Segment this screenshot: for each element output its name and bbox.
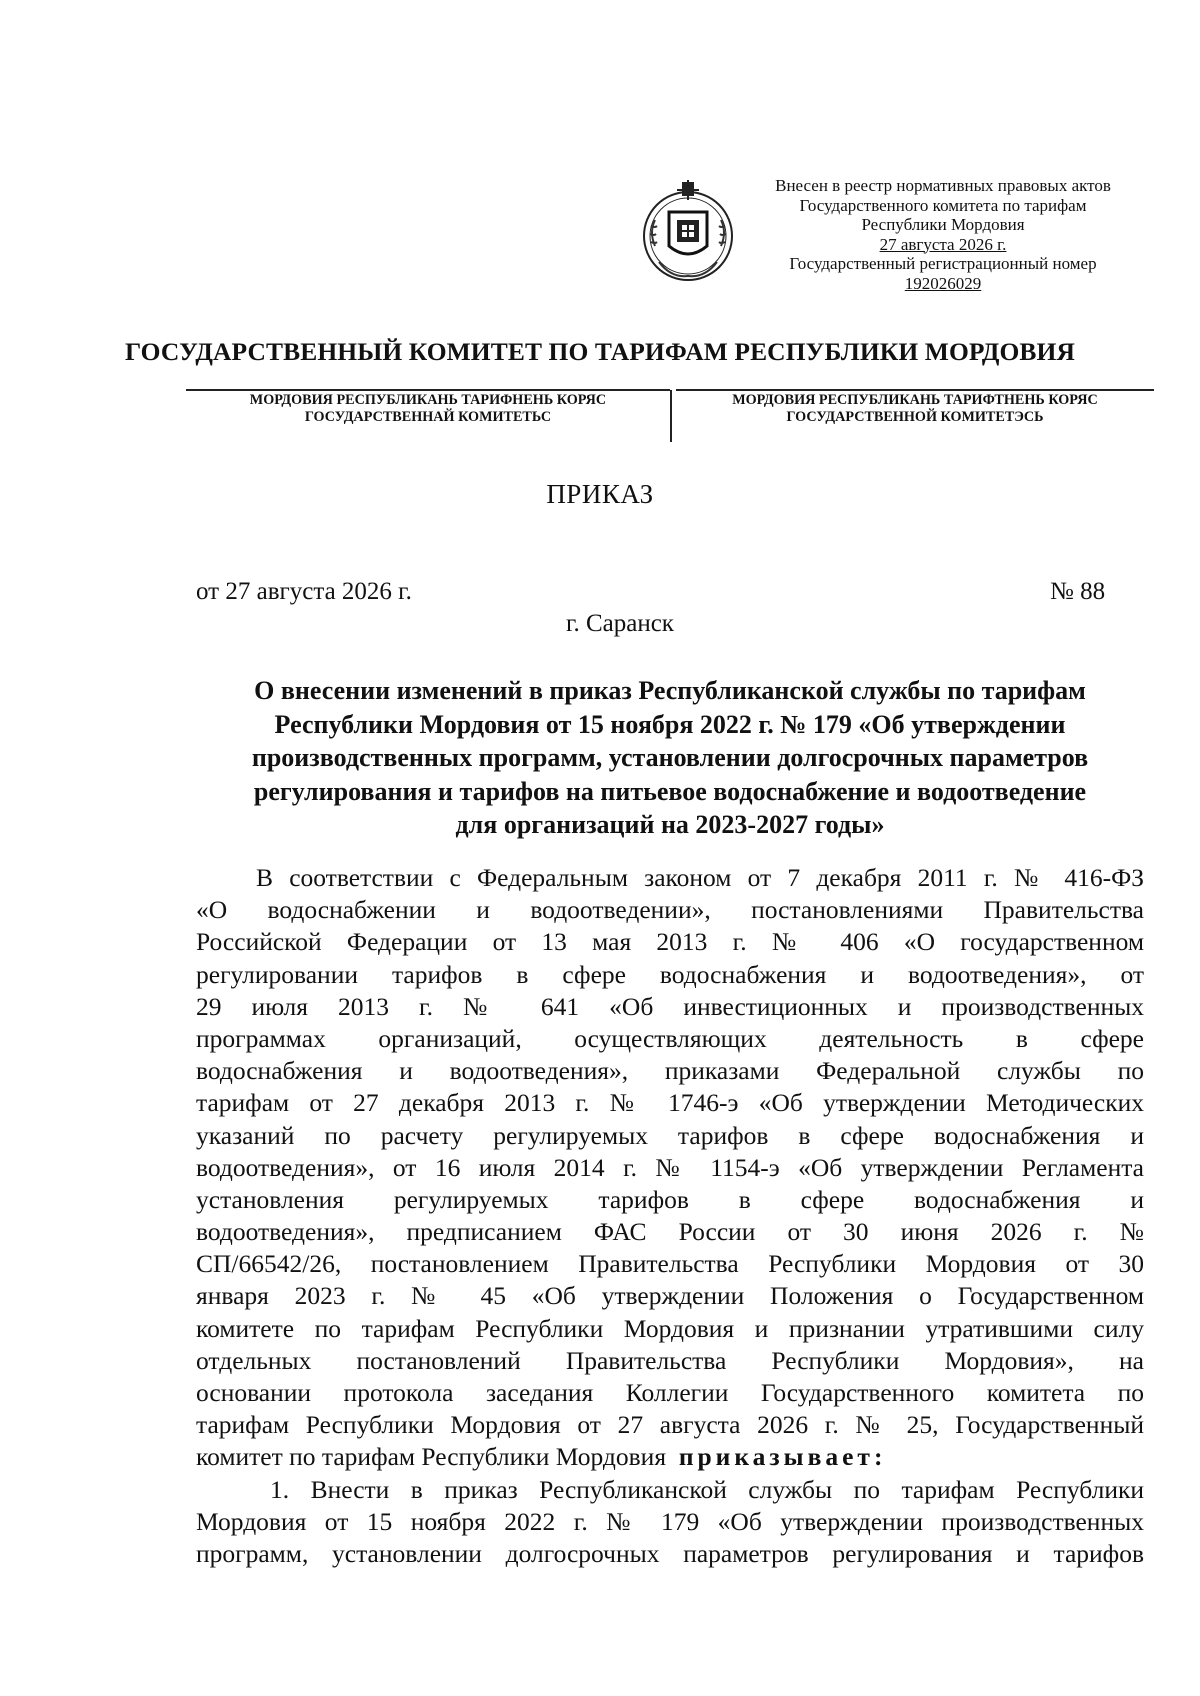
body-line: В соответствии с Федеральным законом от 7 декабря 2011 г. № 416-ФЗ (256, 863, 1144, 892)
body-line: 29 июля 2013 г. № 641 «Об инвестиционных и производственных (196, 991, 1144, 1021)
registry-date: 27 августа 2026 г. (879, 234, 1007, 254)
registry-stamp (748, 176, 1138, 293)
order-date: от 27 августа 2026 г. (196, 578, 412, 605)
body-line: тарифам Республики Мордовия от 27 августа 2026 г. № 25, Государственный (196, 1410, 1144, 1440)
body-line: «О водоснабжении и водоотведении», постановлениями Правительства (196, 895, 1144, 925)
registry-line: Республики Мордовия (861, 215, 1025, 234)
item-line: 1. Внести в приказ Республиканской службы по тарифам Республики (270, 1474, 1144, 1504)
body-line: основании протокола заседания Коллегии Государственного комитета по (196, 1378, 1144, 1407)
body-line: программах организаций, осуществляющих деятельность в сфере (196, 1023, 1144, 1053)
agency-name-line: ГОСУДАРСТВЕННАЙ КОМИТЕТЬС (304, 409, 552, 425)
agency-name-line: МОРДОВИЯ РЕСПУБЛИКАНЬ ТАРИФТНЕНЬ КОРЯС (732, 392, 1098, 408)
body-line: комитете по тарифам Республики Мордовия и признании утратившими силу (196, 1313, 1144, 1343)
divider (676, 389, 1154, 391)
body-line: водоотведения», предписанием ФАС России от 30 июня 2026 г. № (196, 1217, 1144, 1247)
order-title: ПРИКАЗ (546, 479, 654, 509)
subject-line: для организаций на 2023-2027 годы» (455, 810, 885, 839)
registry-number: 192026029 (904, 273, 982, 293)
registry-line: Государственный регистрационный номер (789, 254, 1097, 273)
body-line: водоснабжения и водоотведения», приказами Федеральной службы по (196, 1056, 1144, 1086)
body-line: указаний по расчету регулируемых тарифов в сфере водоснабжения и (196, 1120, 1144, 1150)
order-city: г. Саранск (566, 610, 674, 637)
agency-name-left (186, 392, 670, 426)
subject-line: производственных программ, установлении долгосрочных параметров (251, 743, 1089, 772)
body-line: установления регулируемых тарифов в сфере водоснабжения и (196, 1184, 1144, 1214)
agency-name-right (676, 392, 1154, 426)
agency-name-line: ГОСУДАРСТВЕННОЙ КОМИТЕТЭСЬ (786, 409, 1044, 425)
body-line: отдельных постановлений Правительства Республики Мордовия», на (196, 1345, 1144, 1375)
agency-name-line: МОРДОВИЯ РЕСПУБЛИКАНЬ ТАРИФНЕНЬ КОРЯС (249, 392, 607, 408)
body-line: регулировании тарифов в сфере водоснабжения и водоотведения», от (196, 959, 1144, 989)
item-line: программ, установлении долгосрочных параметров регулирования и тарифов (196, 1538, 1144, 1568)
agency-title: ГОСУДАРСТВЕННЫЙ КОМИТЕТ ПО ТАРИФАМ РЕСПУБЛИКИ МОРДОВИЯ (124, 337, 1075, 366)
divider (670, 390, 672, 442)
body-line: водоотведения», от 16 июля 2014 г. № 1154-э «Об утверждении Регламента (196, 1152, 1144, 1182)
subject-line: О внесении изменений в приказ Республиканской службы по тарифам (254, 676, 1086, 705)
order-subject (190, 674, 1150, 842)
registry-line: Государственного комитета по тарифам (799, 195, 1087, 215)
order-body (196, 862, 1144, 1570)
item-line: Мордовия от 15 ноября 2022 г. № 179 «Об утверждении производственных (196, 1506, 1144, 1536)
order-number: № 88 (1050, 578, 1106, 605)
body-line-decree (196, 1441, 1144, 1473)
subject-line: регулирования и тарифов на питьевое водоснабжение и водоотведение (253, 776, 1087, 806)
body-line: тарифам от 27 декабря 2013 г. № 1746-э «Об утверждении Методических (196, 1088, 1144, 1118)
divider (186, 389, 670, 391)
subject-line: Республики Мордовия от 15 ноября 2022 г. № 179 «Об утверждении (274, 709, 1066, 739)
decree-keyword: приказывает: (678, 1442, 887, 1472)
coat-of-arms-icon (637, 178, 739, 288)
body-line: Российской Федерации от 13 мая 2013 г. № 406 «О государственном (196, 927, 1144, 957)
body-line-prefix: комитет по тарифам Республики Мордовия (196, 1442, 667, 1472)
registry-line: Внесен в реестр нормативных правовых актов (775, 176, 1111, 195)
body-line: СП/66542/26, постановлением Правительства Республики Мордовия от 30 (196, 1249, 1144, 1279)
body-line: января 2023 г. № 45 «Об утверждении Положения о Государственном (196, 1281, 1144, 1311)
